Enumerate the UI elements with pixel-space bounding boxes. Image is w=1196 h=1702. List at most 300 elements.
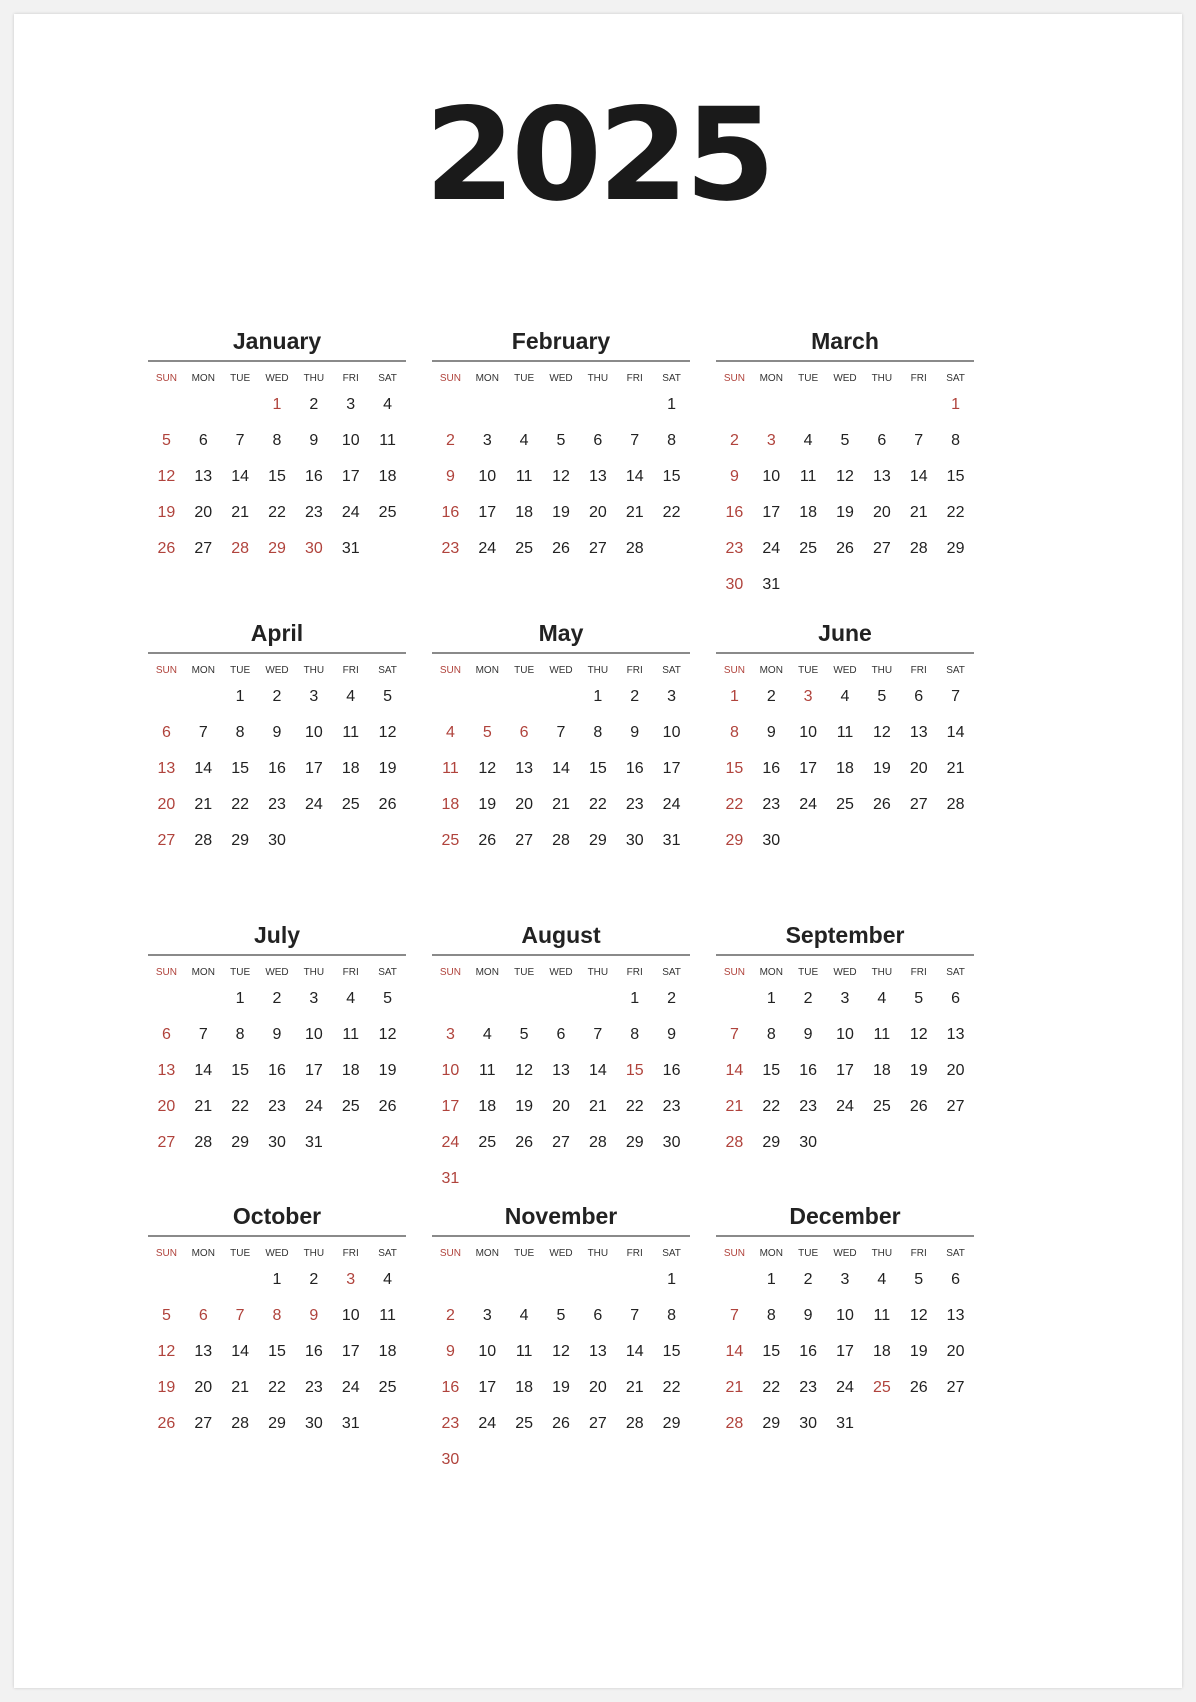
day-cell: 15 — [762, 1343, 781, 1360]
day-cell: 9 — [272, 1026, 282, 1043]
day-cell: 4 — [445, 724, 455, 741]
day-cell: 14 — [588, 1062, 607, 1079]
empty-day-cell — [616, 1168, 653, 1204]
empty-day-cell — [222, 1269, 259, 1305]
empty-day-cell — [616, 1449, 653, 1485]
month-july — [148, 920, 406, 1168]
day-cell: 8 — [951, 432, 961, 449]
empty-day-cell — [506, 394, 543, 430]
day-cell: 14 — [625, 468, 644, 485]
day-cell: 31 — [341, 540, 360, 557]
weekday-header — [148, 1247, 406, 1269]
day-cell: 3 — [309, 688, 319, 705]
empty-day-cell — [579, 988, 616, 1024]
day-cell: 10 — [836, 1307, 854, 1324]
day-cell: 27 — [515, 832, 534, 849]
day-cell: 20 — [588, 504, 607, 521]
week-row — [716, 1024, 974, 1060]
day-cell: 22 — [662, 1379, 681, 1396]
day-cell: 23 — [625, 796, 644, 813]
empty-day-cell — [716, 1269, 753, 1305]
empty-day-cell — [506, 686, 543, 722]
day-cell: 30 — [662, 1134, 681, 1151]
empty-day-cell — [827, 830, 864, 866]
day-cell: 4 — [840, 688, 850, 705]
week-row — [432, 1060, 690, 1096]
week-row — [148, 686, 406, 722]
day-cell: 5 — [161, 1307, 171, 1324]
day-cell: 3 — [840, 1271, 850, 1288]
weekday-label: SAT — [378, 1248, 397, 1259]
empty-day-cell — [506, 1269, 543, 1305]
day-cell: 31 — [836, 1415, 854, 1432]
day-cell: 9 — [803, 1307, 813, 1324]
day-cell: 10 — [304, 724, 323, 741]
empty-day-cell — [863, 830, 900, 866]
day-cell: 21 — [552, 796, 570, 813]
month-august — [432, 920, 690, 1204]
day-cell: 28 — [231, 540, 250, 557]
day-cell: 2 — [309, 396, 319, 413]
empty-day-cell — [369, 830, 406, 866]
day-cell: 20 — [552, 1098, 570, 1115]
day-cell: 26 — [552, 540, 570, 557]
day-cell: 19 — [909, 1062, 928, 1079]
day-cell: 30 — [268, 832, 286, 849]
week-row — [432, 394, 690, 430]
day-cell: 6 — [198, 432, 208, 449]
day-cell: 7 — [235, 432, 245, 449]
week-row — [148, 1060, 406, 1096]
day-cell: 10 — [799, 724, 818, 741]
weekday-label: SUN — [439, 665, 461, 676]
day-cell: 4 — [346, 688, 356, 705]
month-divider — [148, 954, 406, 956]
day-cell: 4 — [803, 432, 813, 449]
day-cell: 1 — [766, 1271, 776, 1288]
day-cell: 4 — [519, 432, 529, 449]
day-cell: 29 — [231, 832, 250, 849]
day-cell: 10 — [478, 1343, 497, 1360]
day-cell: 27 — [946, 1098, 965, 1115]
weekday-label: TUE — [798, 665, 819, 676]
day-cell: 16 — [441, 504, 460, 521]
weekday-header — [716, 1247, 974, 1269]
day-cell: 23 — [662, 1098, 681, 1115]
weekday-label: SAT — [378, 967, 397, 978]
week-row — [148, 502, 406, 538]
week-row — [148, 988, 406, 1024]
day-cell: 11 — [379, 1307, 396, 1324]
weekday-label: THU — [871, 1248, 893, 1259]
day-cell: 12 — [378, 1026, 397, 1043]
day-cell: 25 — [836, 796, 854, 813]
day-cell: 21 — [909, 504, 928, 521]
week-row — [716, 1096, 974, 1132]
day-cell: 8 — [766, 1307, 776, 1324]
day-cell: 9 — [445, 468, 455, 485]
weekday-label: FRI — [342, 373, 359, 384]
day-cell: 14 — [552, 760, 570, 777]
day-cell: 15 — [725, 760, 744, 777]
week-row — [148, 722, 406, 758]
day-cell: 19 — [836, 504, 854, 521]
empty-day-cell — [332, 830, 369, 866]
week-row — [432, 1096, 690, 1132]
day-cell: 23 — [268, 1098, 286, 1115]
day-cell: 1 — [235, 688, 245, 705]
day-cell: 23 — [762, 796, 781, 813]
day-cell: 30 — [625, 832, 644, 849]
empty-day-cell — [148, 1269, 185, 1305]
day-cell: 10 — [304, 1026, 323, 1043]
weekday-label: MON — [475, 1248, 499, 1259]
empty-day-cell — [863, 1132, 900, 1168]
day-cell: 24 — [341, 1379, 360, 1396]
weekday-label: WED — [265, 967, 289, 978]
month-december — [716, 1201, 974, 1449]
week-row — [716, 758, 974, 794]
day-cell: 22 — [946, 504, 965, 521]
weekday-label: SAT — [946, 373, 965, 384]
day-cell: 27 — [909, 796, 928, 813]
empty-day-cell — [506, 1168, 543, 1204]
day-cell: 12 — [478, 760, 497, 777]
day-cell: 24 — [836, 1379, 854, 1396]
month-divider — [148, 1235, 406, 1237]
day-cell: 17 — [441, 1098, 460, 1115]
weekday-label: MON — [191, 373, 215, 384]
month-november — [432, 1201, 690, 1485]
month-name: February — [511, 328, 611, 354]
empty-day-cell — [900, 394, 937, 430]
day-cell: 2 — [272, 688, 282, 705]
empty-day-cell — [469, 1269, 506, 1305]
month-divider — [148, 652, 406, 654]
empty-day-cell — [937, 1132, 974, 1168]
weekday-label: FRI — [626, 665, 643, 676]
week-row — [148, 1377, 406, 1413]
day-cell: 16 — [625, 760, 644, 777]
day-cell: 24 — [799, 796, 818, 813]
weekday-label: MON — [191, 1248, 215, 1259]
day-cell: 17 — [304, 760, 323, 777]
day-cell: 17 — [478, 504, 497, 521]
day-cell: 16 — [799, 1343, 818, 1360]
empty-day-cell — [579, 1449, 616, 1485]
day-cell: 29 — [231, 1134, 250, 1151]
week-row — [716, 794, 974, 830]
day-cell: 14 — [909, 468, 928, 485]
day-cell: 3 — [309, 990, 319, 1007]
day-cell: 20 — [157, 796, 176, 813]
weekday-header — [432, 372, 690, 394]
day-cell: 15 — [662, 468, 681, 485]
day-cell: 2 — [630, 688, 640, 705]
day-cell: 25 — [799, 540, 818, 557]
day-cell: 2 — [445, 1307, 455, 1324]
month-name: October — [232, 1203, 322, 1229]
week-row — [716, 1060, 974, 1096]
weekday-label: SAT — [378, 373, 397, 384]
day-cell: 29 — [662, 1415, 681, 1432]
weekday-label: SAT — [662, 967, 681, 978]
empty-day-cell — [369, 1132, 406, 1168]
day-cell: 18 — [341, 760, 360, 777]
day-cell: 31 — [341, 1415, 360, 1432]
day-cell: 4 — [877, 990, 887, 1007]
weekday-label: MON — [759, 967, 783, 978]
day-cell: 5 — [519, 1026, 529, 1043]
day-cell: 20 — [588, 1379, 607, 1396]
month-name: March — [811, 328, 879, 354]
weekday-label: WED — [549, 373, 573, 384]
day-cell: 27 — [946, 1379, 965, 1396]
day-cell: 9 — [803, 1026, 813, 1043]
month-name: December — [789, 1203, 901, 1229]
month-divider — [432, 1235, 690, 1237]
weekday-label: SUN — [155, 665, 177, 676]
week-row — [432, 538, 690, 574]
day-cell: 25 — [441, 832, 460, 849]
weekday-header — [148, 664, 406, 686]
day-cell: 29 — [268, 540, 286, 557]
weekday-label: TUE — [230, 373, 251, 384]
day-cell: 22 — [588, 796, 607, 813]
day-cell: 13 — [157, 760, 176, 777]
day-cell: 24 — [478, 1415, 497, 1432]
empty-day-cell — [543, 988, 580, 1024]
empty-day-cell — [148, 394, 185, 430]
day-cell: 4 — [519, 1307, 529, 1324]
empty-day-cell — [937, 574, 974, 610]
empty-day-cell — [469, 1449, 506, 1485]
week-row — [432, 758, 690, 794]
week-row — [148, 1341, 406, 1377]
month-divider — [432, 360, 690, 362]
weekday-label: TUE — [514, 967, 535, 978]
day-cell: 30 — [725, 576, 744, 593]
day-cell: 10 — [341, 1307, 360, 1324]
day-cell: 22 — [725, 796, 744, 813]
day-cell: 8 — [272, 1307, 282, 1324]
weekday-label: THU — [871, 373, 893, 384]
weekday-label: THU — [587, 665, 609, 676]
weekday-label: SAT — [378, 665, 397, 676]
weekday-label: WED — [833, 967, 857, 978]
day-cell: 24 — [762, 540, 781, 557]
day-cell: 25 — [478, 1134, 497, 1151]
day-cell: 16 — [304, 468, 323, 485]
day-cell: 1 — [235, 990, 245, 1007]
day-cell: 17 — [341, 468, 360, 485]
weekday-header — [716, 664, 974, 686]
day-cell: 18 — [441, 796, 460, 813]
day-cell: 28 — [194, 1134, 213, 1151]
weekday-label: THU — [587, 373, 609, 384]
day-cell: 28 — [194, 832, 213, 849]
empty-day-cell — [543, 686, 580, 722]
day-cell: 26 — [378, 796, 397, 813]
weekday-label: THU — [587, 1248, 609, 1259]
week-row — [716, 1132, 974, 1168]
day-cell: 19 — [515, 1098, 534, 1115]
weekday-label: WED — [265, 665, 289, 676]
weekday-label: MON — [475, 967, 499, 978]
empty-day-cell — [790, 830, 827, 866]
day-cell: 29 — [946, 540, 965, 557]
empty-day-cell — [790, 394, 827, 430]
day-cell: 7 — [556, 724, 566, 741]
day-cell: 2 — [667, 990, 677, 1007]
day-cell: 26 — [836, 540, 854, 557]
month-october — [148, 1201, 406, 1449]
day-cell: 22 — [662, 504, 681, 521]
weekday-label: SUN — [439, 967, 461, 978]
empty-day-cell — [469, 394, 506, 430]
empty-day-cell — [506, 1449, 543, 1485]
day-cell: 17 — [836, 1343, 854, 1360]
weekday-label: FRI — [342, 1248, 359, 1259]
day-cell: 28 — [625, 540, 644, 557]
day-cell: 25 — [341, 796, 360, 813]
week-row — [432, 1269, 690, 1305]
day-cell: 19 — [378, 1062, 397, 1079]
day-cell: 25 — [872, 1379, 891, 1396]
weekday-header — [148, 372, 406, 394]
day-cell: 7 — [630, 1307, 640, 1324]
day-cell: 7 — [914, 432, 924, 449]
week-row — [716, 430, 974, 466]
weekday-label: THU — [303, 1248, 325, 1259]
weekday-label: SAT — [662, 1248, 681, 1259]
weekday-label: THU — [303, 967, 325, 978]
day-cell: 9 — [766, 724, 776, 741]
weekday-header — [148, 966, 406, 988]
day-cell: 27 — [194, 540, 213, 557]
day-cell: 6 — [877, 432, 887, 449]
weekday-label: WED — [265, 373, 289, 384]
month-june — [716, 618, 974, 866]
weekday-label: WED — [265, 1248, 289, 1259]
day-cell: 17 — [478, 1379, 497, 1396]
week-row — [716, 466, 974, 502]
day-cell: 17 — [662, 760, 681, 777]
day-cell: 22 — [762, 1379, 781, 1396]
day-cell: 6 — [556, 1026, 566, 1043]
day-cell: 7 — [729, 1026, 739, 1043]
month-name: January — [232, 328, 322, 354]
day-cell: 21 — [588, 1098, 607, 1115]
day-cell: 22 — [268, 1379, 286, 1396]
day-cell: 4 — [346, 990, 356, 1007]
empty-day-cell — [543, 394, 580, 430]
day-cell: 21 — [725, 1098, 744, 1115]
day-cell: 27 — [588, 1415, 607, 1432]
weekday-label: WED — [833, 1248, 857, 1259]
empty-day-cell — [579, 394, 616, 430]
day-cell: 10 — [341, 432, 360, 449]
day-cell: 18 — [799, 504, 818, 521]
week-row — [432, 794, 690, 830]
empty-day-cell — [579, 1168, 616, 1204]
day-cell: 18 — [478, 1098, 497, 1115]
month-divider — [716, 360, 974, 362]
day-cell: 29 — [588, 832, 607, 849]
day-cell: 24 — [304, 796, 323, 813]
day-cell: 6 — [161, 1026, 171, 1043]
day-cell: 2 — [445, 432, 455, 449]
day-cell: 12 — [552, 468, 570, 485]
day-cell: 12 — [909, 1026, 928, 1043]
empty-day-cell — [469, 686, 506, 722]
day-cell: 20 — [946, 1062, 965, 1079]
day-cell: 14 — [725, 1062, 744, 1079]
day-cell: 26 — [378, 1098, 397, 1115]
empty-day-cell — [827, 1132, 864, 1168]
empty-day-cell — [653, 538, 690, 574]
day-cell: 18 — [378, 1343, 397, 1360]
empty-day-cell — [900, 574, 937, 610]
weekday-label: FRI — [910, 373, 927, 384]
week-row — [716, 686, 974, 722]
day-cell: 28 — [725, 1415, 744, 1432]
day-cell: 30 — [799, 1134, 818, 1151]
day-cell: 8 — [667, 1307, 677, 1324]
day-cell: 14 — [625, 1343, 644, 1360]
week-row — [148, 794, 406, 830]
day-cell: 8 — [593, 724, 603, 741]
day-cell: 13 — [157, 1062, 176, 1079]
day-cell: 15 — [588, 760, 607, 777]
weekday-label: SAT — [946, 665, 965, 676]
week-row — [148, 1024, 406, 1060]
empty-day-cell — [900, 1132, 937, 1168]
day-cell: 14 — [194, 760, 213, 777]
day-cell: 26 — [157, 540, 176, 557]
day-cell: 16 — [268, 760, 286, 777]
day-cell: 26 — [909, 1379, 928, 1396]
day-cell: 5 — [840, 432, 850, 449]
day-cell: 8 — [235, 724, 245, 741]
day-cell: 12 — [157, 468, 176, 485]
day-cell: 10 — [662, 724, 681, 741]
empty-day-cell — [469, 1168, 506, 1204]
day-cell: 17 — [304, 1062, 323, 1079]
weekday-header — [432, 664, 690, 686]
day-cell: 1 — [630, 990, 640, 1007]
day-cell: 30 — [268, 1134, 286, 1151]
day-cell: 1 — [593, 688, 603, 705]
month-divider — [716, 652, 974, 654]
day-cell: 7 — [198, 724, 208, 741]
day-cell: 8 — [272, 432, 282, 449]
day-cell: 22 — [762, 1098, 781, 1115]
day-cell: 12 — [552, 1343, 570, 1360]
empty-day-cell — [827, 394, 864, 430]
week-row — [148, 538, 406, 574]
empty-day-cell — [753, 394, 790, 430]
day-cell: 18 — [515, 504, 534, 521]
day-cell: 23 — [441, 1415, 460, 1432]
day-cell: 10 — [762, 468, 781, 485]
day-cell: 24 — [662, 796, 681, 813]
week-row — [148, 758, 406, 794]
day-cell: 6 — [951, 1271, 961, 1288]
day-cell: 25 — [515, 540, 534, 557]
weekday-label: TUE — [230, 665, 251, 676]
day-cell: 8 — [630, 1026, 640, 1043]
